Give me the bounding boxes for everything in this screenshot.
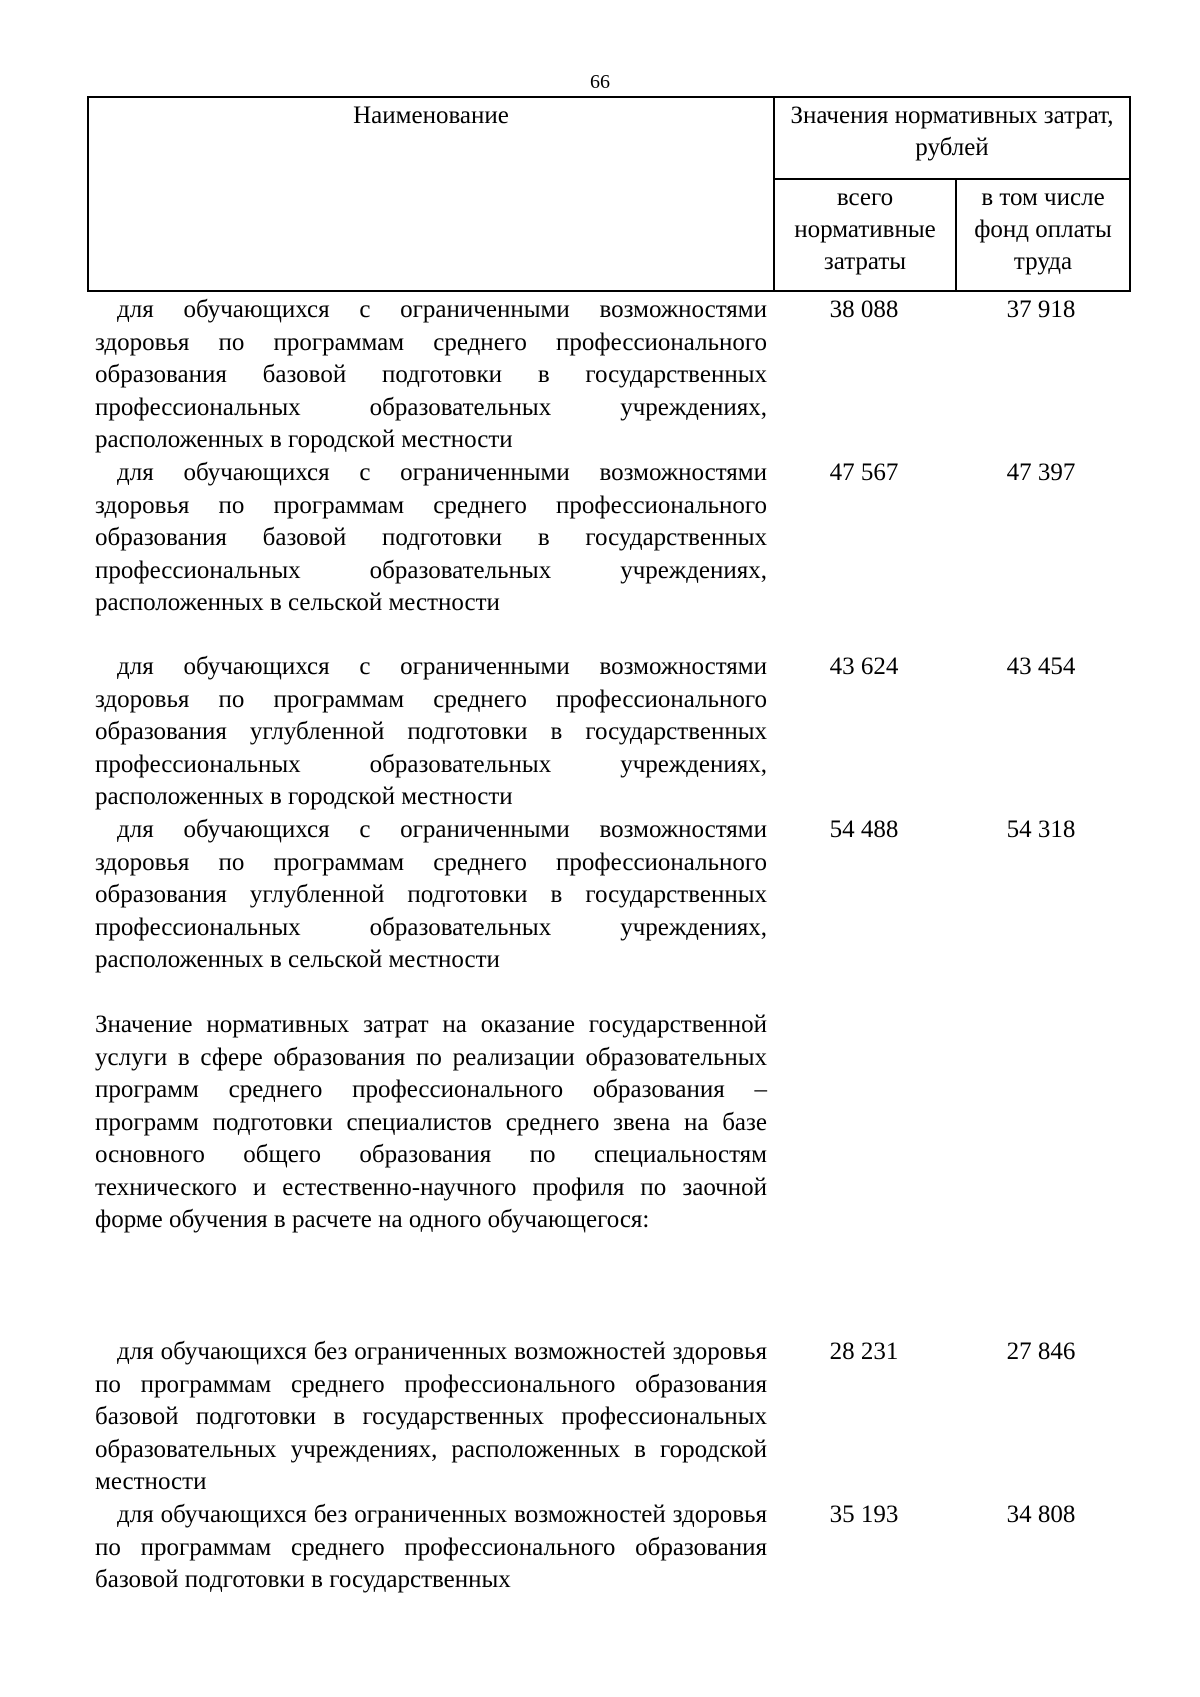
row-description: для обучающихся без ограниченных возможностей здоровья по программам среднего профессионального образования базовой подготовки в государственных профессиональных образовательных учреждениях, расположенных в городской местности [95, 1338, 767, 1495]
row-payroll-value: 34 808 [1006, 1501, 1076, 1528]
header-name-column: Наименование [89, 98, 775, 290]
row-description: для обучающихся без ограниченных возможностей здоровья по программам среднего профессионального образования базовой подготовки в государственных [95, 1501, 767, 1593]
row-total-value: 38 088 [829, 296, 899, 323]
row-payroll-value: 43 454 [1006, 653, 1076, 680]
row-payroll-value: 47 397 [1006, 459, 1076, 486]
table-header [87, 96, 1131, 292]
row-total-value: 28 231 [829, 1338, 899, 1365]
row-payroll-value: 27 846 [1006, 1338, 1076, 1365]
row-payroll-value: 54 318 [1006, 816, 1076, 843]
row-description: Значение нормативных затрат на оказание государственной услуги в сфере образования по реализации образовательных программ среднего профессионального образования – программ подготовки специалистов среднего звена на базе основного общего образования по специальностям технического и естественно-научного профиля по заочной форме обучения в расчете на одного обучающегося: [95, 1011, 767, 1233]
header-values-title: Значения нормативных затрат, рублей [775, 98, 1129, 180]
row-total-value: 43 624 [829, 653, 899, 680]
row-total-value: 54 488 [829, 816, 899, 843]
header-total-column: всего нормативные затраты [775, 180, 957, 290]
row-total-value: 47 567 [829, 459, 899, 486]
header-payroll-column: в том числе фонд оплаты труда [974, 184, 1112, 275]
row-description: для обучающихся с ограниченными возможностями здоровья по программам среднего профессионального образования углубленной подготовки в государственных профессиональных образовательных учреждениях, расположенных в городской местности [95, 653, 767, 810]
page-number: 66 [590, 71, 610, 93]
row-description: для обучающихся с ограниченными возможностями здоровья по программам среднего профессионального образования базовой подготовки в государственных профессиональных образовательных учреждениях, расположенных в сельской местности [95, 459, 767, 616]
row-description: для обучающихся с ограниченными возможностями здоровья по программам среднего профессионального образования базовой подготовки в государственных профессиональных образовательных учреждениях, расположенных в городской местности [95, 296, 767, 453]
row-payroll-value: 37 918 [1006, 296, 1076, 323]
row-description: для обучающихся с ограниченными возможностями здоровья по программам среднего профессионального образования углубленной подготовки в государственных профессиональных образовательных учреждениях, расположенных в сельской местности [95, 816, 767, 973]
row-total-value: 35 193 [829, 1501, 899, 1528]
